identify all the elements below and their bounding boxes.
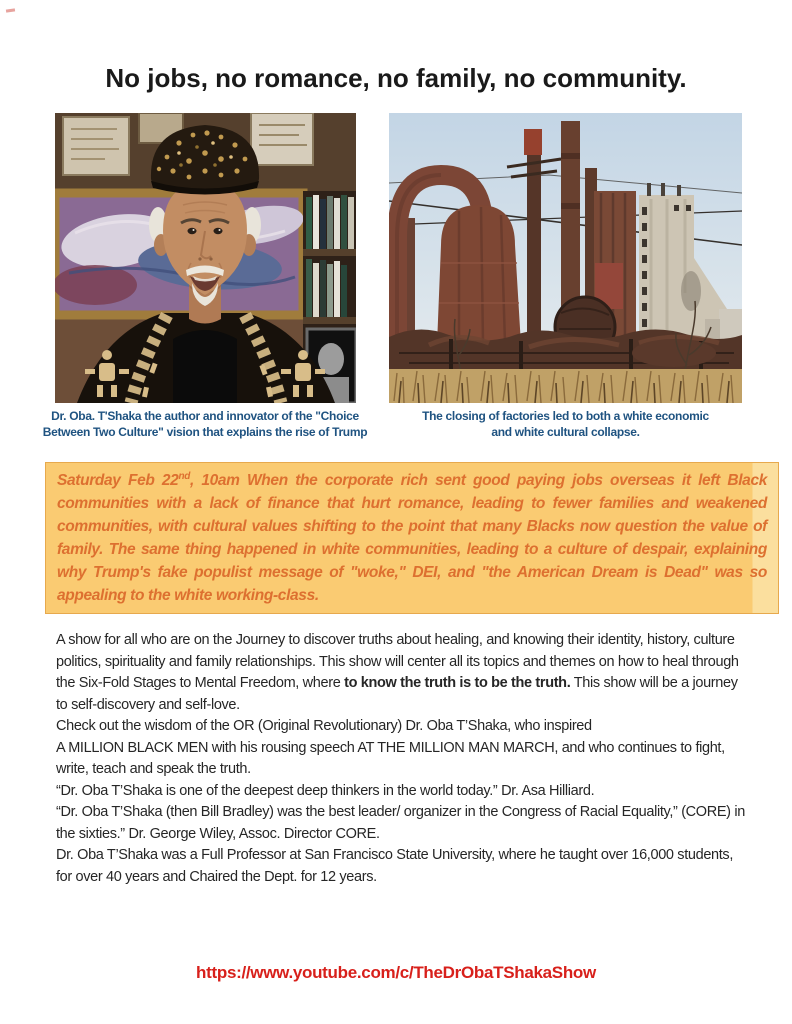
wisdom-paragraph [56,716,746,781]
left-caption-line2: Between Two Culture" vision that explains the rise of Trump [42,424,368,439]
announcement-date: Saturday Feb 22 [57,472,179,489]
date-ordinal: nd [178,470,190,482]
page-title: No jobs, no romance, no family, no community. [105,63,687,94]
p2-line1: Check out the wisdom of the OR (Original Revolutionary) Dr. Oba T’Shaka, who inspired [56,718,592,734]
p2-line2: A MILLION BLACK MEN with his rousing speech AT THE MILLION MAN MARCH, and who continues to fight, write, teach and speak the truth. [56,739,725,777]
body-text [56,630,746,888]
youtube-channel-link[interactable]: https://www.youtube.com/c/TheDrObaTShakaShow [196,963,596,982]
factory-photo [389,113,742,403]
quote-george-wiley: “Dr. Oba T’Shaka (then Bill Bradley) was the best leader/ organizer in the Congress of Racial Equality,” (CORE) in the sixties.” Dr. George Wiley, Assoc. Director CORE. [56,804,745,842]
highlighted-announcement [45,462,779,614]
factory-photo-illustration [389,113,742,403]
footer [0,963,792,983]
right-caption-line2: and white cultural collapse. [491,424,640,439]
p1-text-after: This show will be a journey to self-discovery and self-love. [56,675,738,713]
left-caption-line1: Dr. Oba. T'Shaka the author and innovator of the "Choice [51,409,359,423]
portrait-photo-illustration [55,113,356,403]
grass [389,369,742,403]
p1-text-before: A show for all who are on the Journey to discover truths about healing, and knowing their identity, history, culture politics, spirituality and family relationships. This show will center all its topics and themes on how to heal through the Six-Fold Stages to Mental Freedom, where [56,632,739,691]
show-description-paragraph [56,630,746,716]
quote-asa-hilliard: “Dr. Oba T’Shaka is one of the deepest deep thinkers in the world today.” Dr. Asa Hilliard. [56,782,595,799]
portrait-photo [55,113,356,403]
right-caption-line1: The closing of factories led to both a white economic [422,409,709,423]
announcement-text: , 10am When the corporate rich sent good paying jobs overseas it left Black communities with a lack of finance that hurt romance, leading to fewer families and weakened communities, with cultural values shifting to the point that many Blacks now question the value of family. The same thing happened in white communities, leading to a culture of despair, explaining why Trump's fake populist message of "woke," DEI, and "the American Dream is Dead" was so appealing to the white working-class. [57,472,767,604]
p1-bold-phrase: to know the truth is to be the truth. [344,675,571,691]
right-photo-caption [389,409,742,440]
professor-paragraph: Dr. Oba T’Shaka was a Full Professor at San Francisco State University, where he taught over 16,000 students, for over 40 years and Chaired the Dept. for 12 years. [56,847,734,885]
scan-artifact-mark [6,8,15,12]
left-photo-caption [40,409,370,440]
